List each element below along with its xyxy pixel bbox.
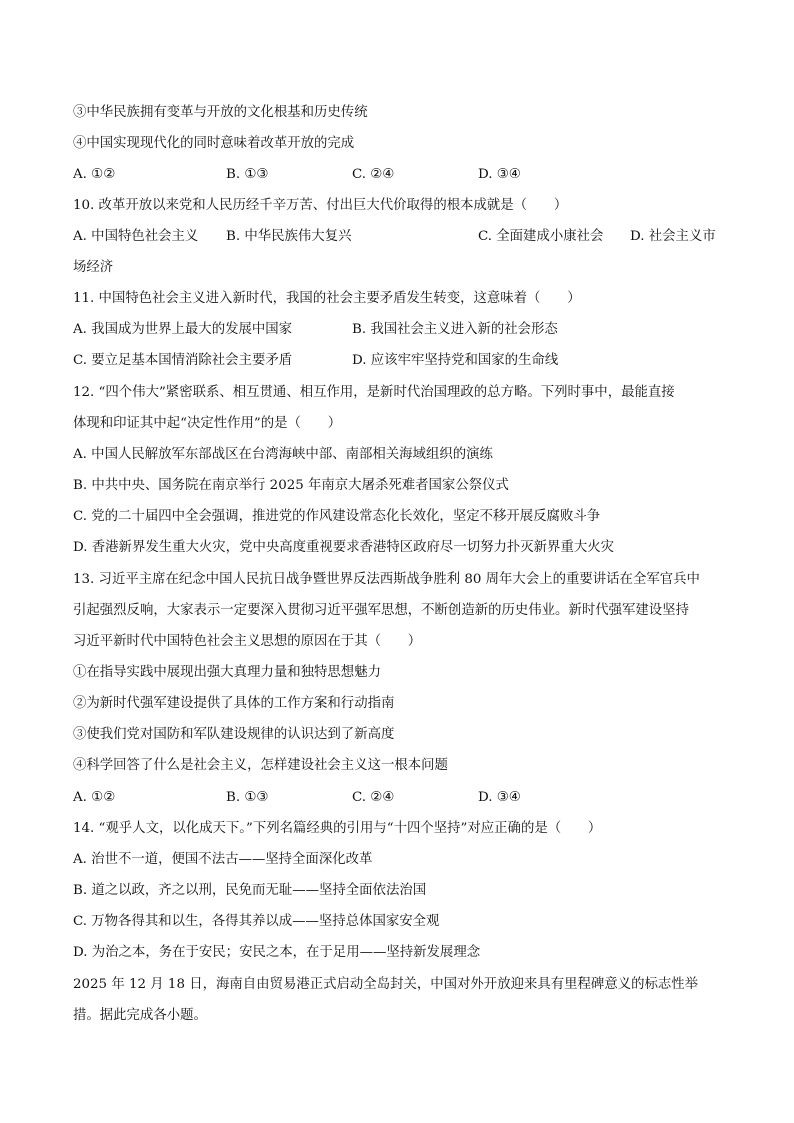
- q13-item-2: ②为新时代强军建设提供了具体的工作方案和行动指南: [73, 696, 395, 711]
- material-intro-line-1: 2025 年 12 月 18 日，海南自由贸易港正式启动全岛封关，中国对外开放迎来具有里程碑意义的标志性举: [73, 977, 699, 992]
- q13-option-d: D. ③④: [478, 790, 521, 805]
- q11-stem: 11. 中国特色社会主义进入新时代，我国的社会主要矛盾发生转变，这意味着（ ）: [73, 291, 581, 306]
- q9-item-4: ④中国实现现代化的同时意味着改革开放的完成: [73, 136, 355, 151]
- q12-option-a: A. 中国人民解放军东部战区在台湾海峡中部、南部相关海域组织的演练: [73, 447, 493, 462]
- q10-option-d-continued: 场经济: [73, 260, 114, 275]
- q14-option-b: B. 道之以政，齐之以刑，民免而无耻——坚持全面依法治国: [73, 883, 427, 898]
- q14-option-c: C. 万物各得其和以生，各得其养以成——坚持总体国家安全观: [73, 914, 440, 929]
- q10-option-c: C. 全面建成小康社会: [478, 229, 604, 244]
- q13-item-3: ③使我们党对国防和军队建设规律的认识达到了新高度: [73, 727, 395, 742]
- q13-option-a: A. ①②: [73, 790, 116, 805]
- q13-stem-line-2: 引起强烈反响，大家表示一定要深入贯彻习近平强军思想，不断创造新的历史伟业。新时代强军建设坚持: [73, 603, 689, 618]
- q12-stem-line-1: 12. “四个伟大”紧密联系、相互贯通、相互作用，是新时代治国理政的总方略。下列时事中，最能直接: [73, 385, 675, 400]
- q12-option-d: D. 香港新界发生重大火灾，党中央高度重视要求香港特区政府尽一切努力扑灭新界重大火灾: [73, 540, 615, 555]
- q12-option-b: B. 中共中央、国务院在南京举行 2025 年南京大屠杀死难者国家公祭仪式: [73, 478, 509, 493]
- q9-item-3: ③中华民族拥有变革与开放的文化根基和历史传统: [73, 105, 368, 120]
- q13-stem-line-3: 习近平新时代中国特色社会主义思想的原因在于其（ ）: [73, 634, 422, 649]
- q10-option-b: B. 中华民族伟大复兴: [226, 229, 352, 244]
- q13-item-1: ①在指导实践中展现出强大真理力量和独特思想魅力: [73, 665, 381, 680]
- q9-option-d: D. ③④: [478, 167, 521, 182]
- q11-option-c: C. 要立足基本国情消除社会主要矛盾: [73, 353, 293, 368]
- q14-stem: 14. “观乎人文，以化成天下。”下列名篇经典的引用与“十四个坚持”对应正确的是（ ）: [73, 821, 602, 836]
- q14-option-a: A. 治世不一道，便国不法古——坚持全面深化改革: [73, 852, 373, 867]
- q11-option-b: B. 我国社会主义进入新的社会形态: [352, 322, 558, 337]
- q10-option-d: D. 社会主义市: [630, 229, 716, 244]
- q12-stem-line-2: 体现和印证其中起“决定性作用”的是（ ）: [73, 416, 342, 431]
- q9-option-c: C. ②④: [352, 167, 395, 182]
- q13-option-b: B. ①③: [226, 790, 269, 805]
- q10-option-a: A. 中国特色社会主义: [73, 229, 199, 244]
- q13-stem-line-1: 13. 习近平主席在纪念中国人民抗日战争暨世界反法西斯战争胜利 80 周年大会上的重要讲话在全军官兵中: [73, 572, 700, 587]
- q13-option-c: C. ②④: [352, 790, 395, 805]
- q12-option-c: C. 党的二十届四中全会强调，推进党的作风建设常态化长效化，坚定不移开展反腐败斗争: [73, 509, 601, 524]
- q13-item-4: ④科学回答了什么是社会主义，怎样建设社会主义这一根本问题: [73, 758, 448, 773]
- material-intro-line-2: 措。据此完成各小题。: [73, 1008, 207, 1023]
- q11-option-a: A. 我国成为世界上最大的发展中国家: [73, 322, 293, 337]
- q14-option-d: D. 为治之本，务在于安民；安民之本，在于足用——坚持新发展理念: [73, 945, 481, 960]
- q10-stem: 10. 改革开放以来党和人民历经千辛万苦、付出巨大代价取得的根本成就是（ ）: [73, 198, 568, 213]
- q9-option-b: B. ①③: [226, 167, 269, 182]
- q11-option-d: D. 应该牢牢坚持党和国家的生命线: [352, 353, 559, 368]
- q9-option-a: A. ①②: [73, 167, 116, 182]
